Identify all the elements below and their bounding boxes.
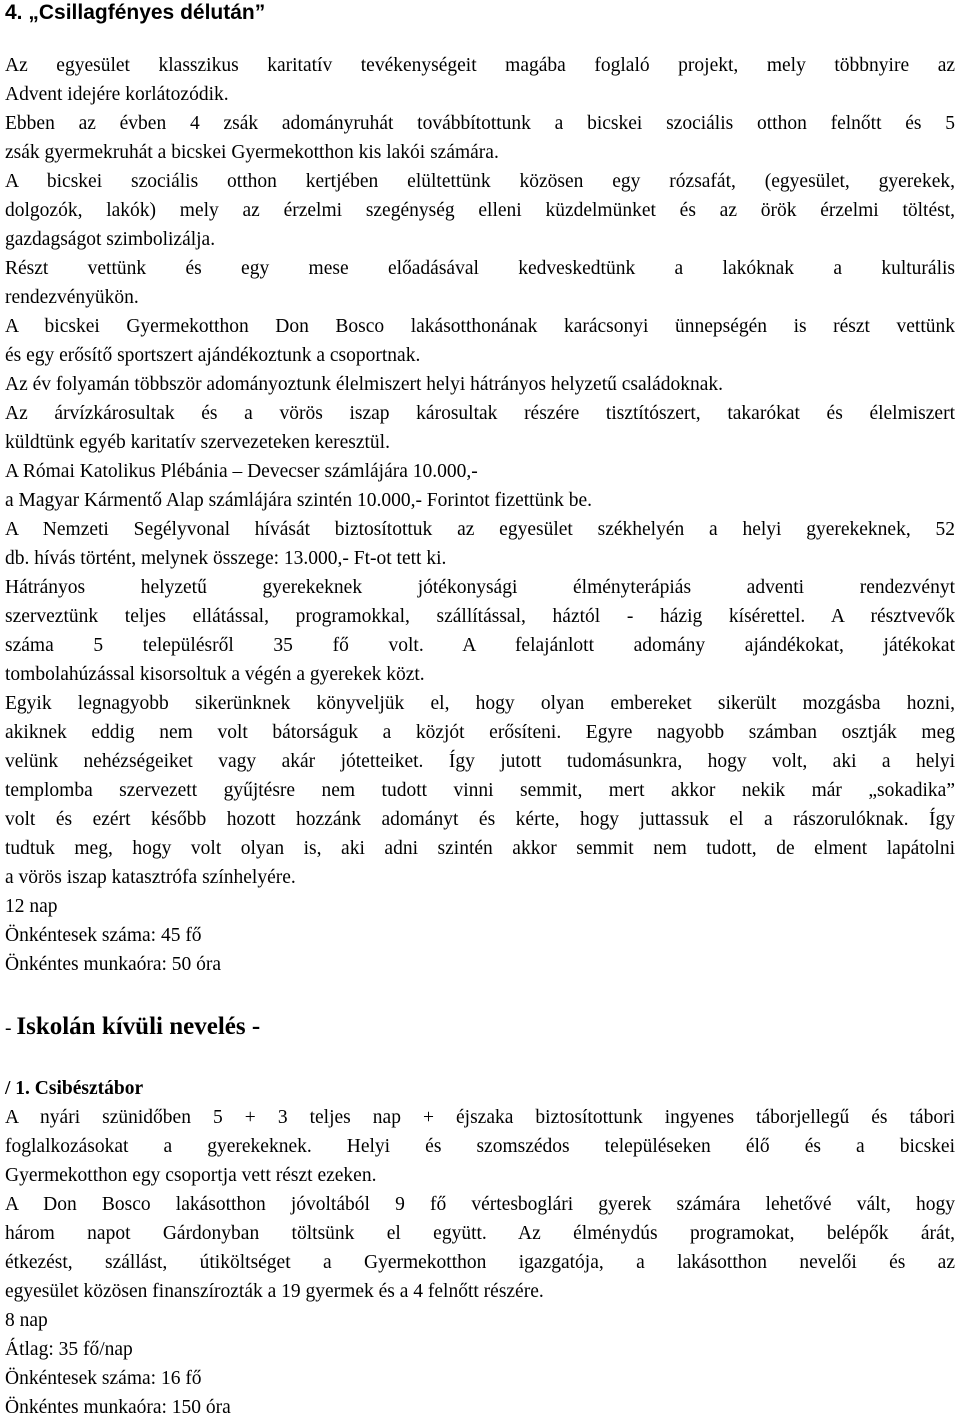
text-line: volt és ezért később hozott hozzánk adományt és kérte, hogy juttassuk el a rászorulóknak. Így <box>5 809 955 830</box>
paragraph-helpline <box>5 515 955 573</box>
paragraph-advent-event <box>5 573 955 689</box>
paragraph-tale <box>5 254 955 312</box>
stat-days: 12 nap <box>5 896 58 917</box>
text-line: egyesület közösen finanszírozták a 19 gyermek és a 4 felnőtt részére. <box>5 1281 544 1302</box>
paragraph-christmas <box>5 312 955 370</box>
spacer <box>5 1046 955 1074</box>
paragraph-summer <box>5 1103 955 1190</box>
section-heading: 4. „Csillagfényes délután” <box>5 1 266 24</box>
text-line: Gyermekotthon egy csoportja vett részt ezeken. <box>5 1165 377 1186</box>
text-line: tombolahúzással kisorsoltuk a végén a gyerekek közt. <box>5 664 425 685</box>
heading-title: Iskolán kívüli nevelés - <box>16 1013 261 1040</box>
camp-heading <box>5 1074 955 1103</box>
stat-days: 8 nap <box>5 1310 48 1331</box>
stat-hours: Önkéntes munkaóra: 50 óra <box>5 954 222 975</box>
document-body <box>5 51 955 1422</box>
text-line: Hátrányos helyzetű gyerekeknek jótékonysági élményterápiás adventi rendezvényt <box>5 577 955 598</box>
stat-hours: Önkéntes munkaóra: 150 óra <box>5 1397 231 1418</box>
text-line: A Nemzeti Segélyvonal hívását biztosítottuk az egyesület székhelyén a helyi gyerekeknek, 52 <box>5 519 955 540</box>
text-line: Részt vettünk és egy mese előadásával kedveskedtünk a lakóknak a kulturális <box>5 258 955 279</box>
spacer <box>5 979 955 1010</box>
text-line: akiknek eddig nem volt bátorságuk a közjót erősíteni. Egyre nagyobb számban osztják meg <box>5 722 955 743</box>
text-line: A nyári szünidőben 5 + 3 teljes nap + éjszaka biztosítottunk ingyenes táborjellegű és tábori <box>5 1107 955 1128</box>
text-line: A Don Bosco lakásotthon jóvoltából 9 fő vértesboglári gyerek számára lehetővé vált, hogy <box>5 1194 955 1215</box>
paragraph-food <box>5 370 955 399</box>
text-line: foglalkozásokat a gyerekeknek. Helyi és szomszédos településeken élő és a bicskei <box>5 1136 955 1157</box>
paragraph-rose-tree <box>5 167 955 254</box>
text-line: db. hívás történt, melynek összege: 13.000,- Ft-ot tett ki. <box>5 548 447 569</box>
text-line: Az egyesület klasszikus karitatív tevékenységeit magába foglaló projekt, mely többnyire az <box>5 55 955 76</box>
text-line: A bicskei Gyermekotthon Don Bosco lakásotthonának karácsonyi ünnepségén is részt vettünk <box>5 316 955 337</box>
text-line: a Magyar Kármentő Alap számlájára szintén 10.000,- Forintot fizettünk be. <box>5 490 592 511</box>
paragraph-intro <box>5 51 955 109</box>
text-line: száma 5 településről 35 fő volt. A felajánlott adomány ajándékokat, játékokat <box>5 635 955 656</box>
text-line: három napot Gárdonyban töltsünk el együtt. Az élménydús programokat, belépők árát, <box>5 1223 955 1244</box>
heading-dash: - <box>5 1018 17 1039</box>
text-line: gazdagságot szimbolizálja. <box>5 229 216 250</box>
text-line: étkezést, szállást, útiköltséget a Gyermekotthon igazgatója, a lakásotthon nevelői és az <box>5 1252 955 1273</box>
text-line: velünk nehézségeiket vagy akár jótetteiket. Így jutott tudomásunkra, hogy volt, aki a helyi <box>5 751 955 772</box>
text-line: és egy erősítő sportszert ajándékoztunk a csoportnak. <box>5 345 421 366</box>
paragraph-camp-stats <box>5 1306 955 1422</box>
paragraph-flood <box>5 399 955 457</box>
text-line: Az év folyamán többször adományoztunk élelmiszert helyi hátrányos helyzetű családoknak. <box>5 374 724 395</box>
text-line: dolgozók, lakók) mely az érzelmi szegénység elleni küzdelmünket és az örök érzelmi töltést, <box>5 200 955 221</box>
stat-volunteers: Önkéntesek száma: 45 fő <box>5 925 202 946</box>
text-line: A bicskei szociális otthon kertjében elültettünk közösen egy rózsafát, (egyesület, gyerekek, <box>5 171 955 192</box>
paragraph-success <box>5 689 955 892</box>
text-line: Egyik legnagyobb sikerünknek könyveljük el, hogy olyan embereket sikerült mozgásba hozni, <box>5 693 955 714</box>
text-line: Ebben az évben 4 zsák adományruhát továbbítottunk a bicskei szociális otthon felnőtt és 5 <box>5 113 955 134</box>
text-line: templomba szervezett gyűjtésre nem tudott vinni semmit, mert akkor nekik már „sokadika” <box>5 780 955 801</box>
text-line: zsák gyermekruhát a bicskei Gyermekotthon kis lakói számára. <box>5 142 499 163</box>
text-line: A Római Katolikus Plébánia – Devecser számlájára 10.000,- <box>5 461 478 482</box>
text-line: Az árvízkárosultak és a vörös iszap károsultak részére tisztítószert, takarókat és élelmiszert <box>5 403 955 424</box>
subsection-heading <box>5 1010 955 1046</box>
paragraph-stats <box>5 892 955 979</box>
text-line: tudtuk meg, hogy volt olyan is, aki adni szintén akkor semmit nem tudott, de elment lapátolni <box>5 838 955 859</box>
stat-average: Átlag: 35 fő/nap <box>5 1339 133 1360</box>
paragraph-donations <box>5 457 955 515</box>
camp-title: / 1. Csibésztábor <box>5 1078 144 1099</box>
stat-volunteers: Önkéntesek száma: 16 fő <box>5 1368 202 1389</box>
text-line: Advent idejére korlátozódik. <box>5 84 229 105</box>
text-line: rendezvényükön. <box>5 287 139 308</box>
text-line: küldtünk egyéb karitatív szervezeteken keresztül. <box>5 432 390 453</box>
paragraph-gardony <box>5 1190 955 1306</box>
paragraph-clothes <box>5 109 955 167</box>
text-line: szerveztünk teljes ellátással, programokkal, szállítással, háztól - házig kísérettel. A résztvevők <box>5 606 955 627</box>
text-line: a vörös iszap katasztrófa színhelyére. <box>5 867 296 888</box>
